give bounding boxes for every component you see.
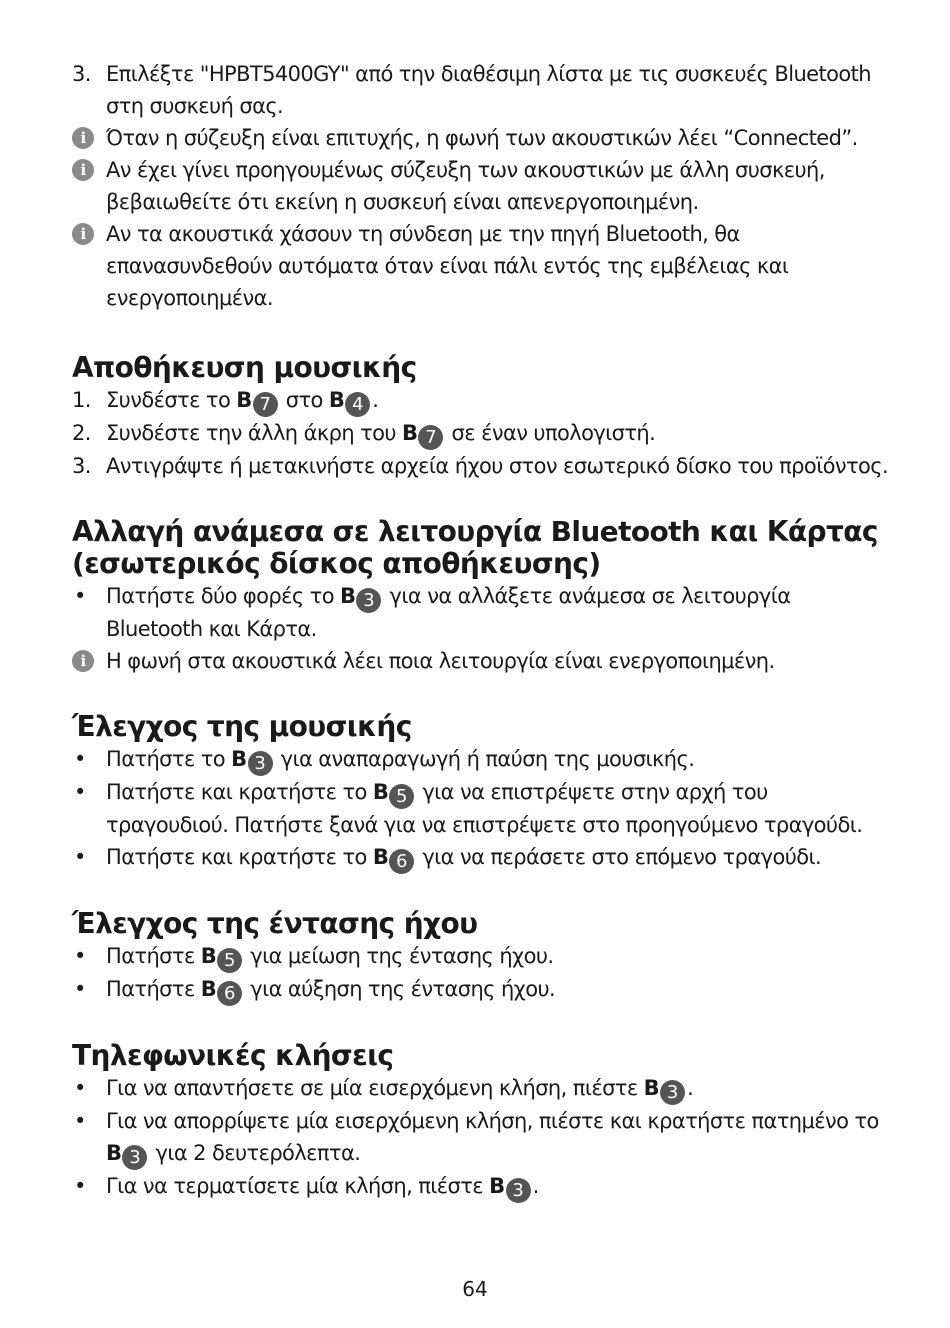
part-number-badge: 7 (418, 425, 443, 450)
item-text: Πατήστε (106, 944, 201, 968)
item-text: τραγουδιού. Πατήστε ξανά για να επιστρέψετε στο προηγούμενο τραγούδι. (106, 813, 863, 837)
note-continued (72, 250, 892, 282)
part-number-badge: 6 (217, 981, 242, 1006)
manual-page (72, 58, 892, 1203)
info-icon: i (72, 650, 94, 672)
step-text: στη συσκευή σας. (106, 94, 284, 118)
item-text: για αύξηση της έντασης ήχου. (244, 977, 556, 1001)
part-ref: B (340, 584, 356, 608)
note-continued (72, 186, 892, 218)
bullet-item-continued (72, 613, 892, 645)
step-3-continued (72, 90, 892, 122)
section-heading-switch: Αλλαγή ανάμεσα σε λειτουργία Bluetooth και Κάρτας (72, 515, 878, 548)
bullet-icon: • (74, 1076, 86, 1100)
item-text: Bluetooth και Κάρτα. (106, 617, 317, 641)
bullet-icon: • (74, 780, 86, 804)
bullet-item (72, 743, 892, 776)
step-text: Επιλέξτε "HPBT5400GY" από την διαθέσιμη λίστα με τις συσκευές Bluetooth (106, 62, 871, 86)
step-number: 3. (72, 62, 91, 86)
item-text: για μείωση της έντασης ήχου. (244, 944, 554, 968)
item-text: για να περάσετε στο επόμενο τραγούδι. (416, 845, 822, 869)
note (72, 218, 892, 250)
note-text: Η φωνή στα ακουστικά λέει ποια λειτουργία είναι ενεργοποιημένη. (106, 649, 775, 673)
bullet-icon: • (74, 584, 86, 608)
bullet-item (72, 1170, 892, 1203)
item-text: . (532, 1174, 539, 1198)
bullet-item (72, 776, 892, 809)
section-heading-storage: Αποθήκευση μουσικής (72, 351, 417, 384)
step-number: 2. (72, 421, 91, 445)
item-text: Πατήστε δύο φορές το (106, 584, 341, 608)
bullet-icon: • (74, 977, 86, 1001)
item-text: Πατήστε και κρατήστε το (106, 780, 373, 804)
bullet-icon: • (74, 747, 86, 771)
bullet-item (72, 580, 892, 613)
bullet-icon: • (74, 1109, 86, 1133)
item-text: για αναπαραγωγή ή παύση της μουσικής. (274, 747, 695, 771)
part-ref: B (106, 1141, 122, 1165)
bullet-item-continued (72, 809, 892, 841)
note (72, 154, 892, 186)
part-ref: B (643, 1076, 660, 1100)
section-heading-calls: Τηλεφωνικές κλήσεις (72, 1039, 394, 1072)
note-text: Αν έχει γίνει προηγουμένως σύζευξη των ακουστικών με άλλη συσκευή, (106, 158, 825, 182)
part-ref: B (402, 421, 418, 445)
item-text: Πατήστε (106, 977, 201, 1001)
note-text: Αν τα ακουστικά χάσουν τη σύνδεση με την πηγή Bluetooth, θα (106, 222, 740, 246)
part-number-badge: 3 (356, 588, 381, 613)
part-number-badge: 3 (122, 1145, 147, 1170)
bullet-icon: • (74, 845, 86, 869)
part-number-badge: 5 (389, 784, 414, 809)
step-2 (72, 417, 892, 450)
note (72, 122, 892, 154)
part-ref: B (372, 845, 389, 869)
part-number-badge: 5 (217, 948, 242, 973)
page-number: 64 (462, 1277, 488, 1301)
item-text: . (687, 1076, 694, 1100)
step-1 (72, 384, 892, 417)
part-ref: B (328, 388, 345, 412)
item-text: Για να απορρίψετε μία εισερχόμενη κλήση, πιέστε και κρατήστε πατημένο το (106, 1109, 879, 1133)
step-3 (72, 450, 892, 482)
part-ref: B (200, 944, 217, 968)
step-text: Συνδέστε την άλλη άκρη του (106, 421, 403, 445)
step-number: 1. (72, 388, 91, 412)
part-ref: B (372, 780, 389, 804)
item-text: για να επιστρέψετε στην αρχή του (416, 780, 768, 804)
item-text: για να αλλάξετε ανάμεσα σε λειτουργία (383, 584, 791, 608)
step-text: στο (279, 388, 329, 412)
part-number-badge: 3 (506, 1178, 531, 1203)
info-icon: i (72, 159, 94, 181)
step-3 (72, 58, 892, 90)
part-ref: B (236, 388, 252, 412)
item-text: για 2 δευτερόλεπτα. (149, 1141, 361, 1165)
note-continued (72, 282, 892, 314)
info-icon: i (72, 127, 94, 149)
bullet-icon: • (74, 1174, 86, 1198)
bullet-icon: • (74, 944, 86, 968)
item-text: Πατήστε το (106, 747, 232, 771)
part-number-badge: 6 (389, 849, 414, 874)
bullet-item-continued (72, 1137, 892, 1170)
bullet-item (72, 841, 892, 874)
part-number-badge: 3 (660, 1080, 685, 1105)
item-text: Για να απαντήσετε σε μία εισερχόμενη κλήση, πιέστε (106, 1076, 644, 1100)
step-text: . (372, 388, 379, 412)
bullet-item (72, 1105, 892, 1137)
bullet-item (72, 940, 892, 973)
part-ref: B (200, 977, 217, 1001)
item-text: Για να τερματίσετε μία κλήση, πιέστε (106, 1174, 490, 1198)
bullet-item (72, 973, 892, 1006)
item-text: Πατήστε και κρατήστε το (106, 845, 373, 869)
section-heading-volume: Έλεγχος της έντασης ήχου (72, 907, 478, 940)
section-heading-music: Έλεγχος της μουσικής (72, 710, 412, 743)
step-text: Αντιγράψτε ή μετακινήστε αρχεία ήχου στον εσωτερικό δίσκο του προϊόντος. (106, 454, 889, 478)
part-ref: B (231, 747, 247, 771)
note-text: ενεργοποιημένα. (106, 286, 273, 310)
section-heading-switch-continued: (εσωτερικός δίσκος αποθήκευσης) (72, 547, 601, 580)
note-text: Όταν η σύζευξη είναι επιτυχής, η φωνή των ακουστικών λέει “Connected”. (106, 126, 858, 150)
bullet-item (72, 1072, 892, 1105)
part-ref: B (489, 1174, 505, 1198)
note-text: βεβαιωθείτε ότι εκείνη η συσκευή είναι απενεργοποιημένη. (106, 190, 699, 214)
note (72, 645, 892, 677)
note-text: επανασυνδεθούν αυτόματα όταν είναι πάλι εντός της εμβέλειας και (106, 254, 789, 278)
part-number-badge: 3 (248, 751, 273, 776)
step-text: Συνδέστε το (106, 388, 237, 412)
step-text: σε έναν υπολογιστή. (445, 421, 656, 445)
part-number-badge: 7 (253, 392, 278, 417)
info-icon: i (72, 223, 94, 245)
part-number-badge: 4 (345, 392, 370, 417)
step-number: 3. (72, 454, 91, 478)
